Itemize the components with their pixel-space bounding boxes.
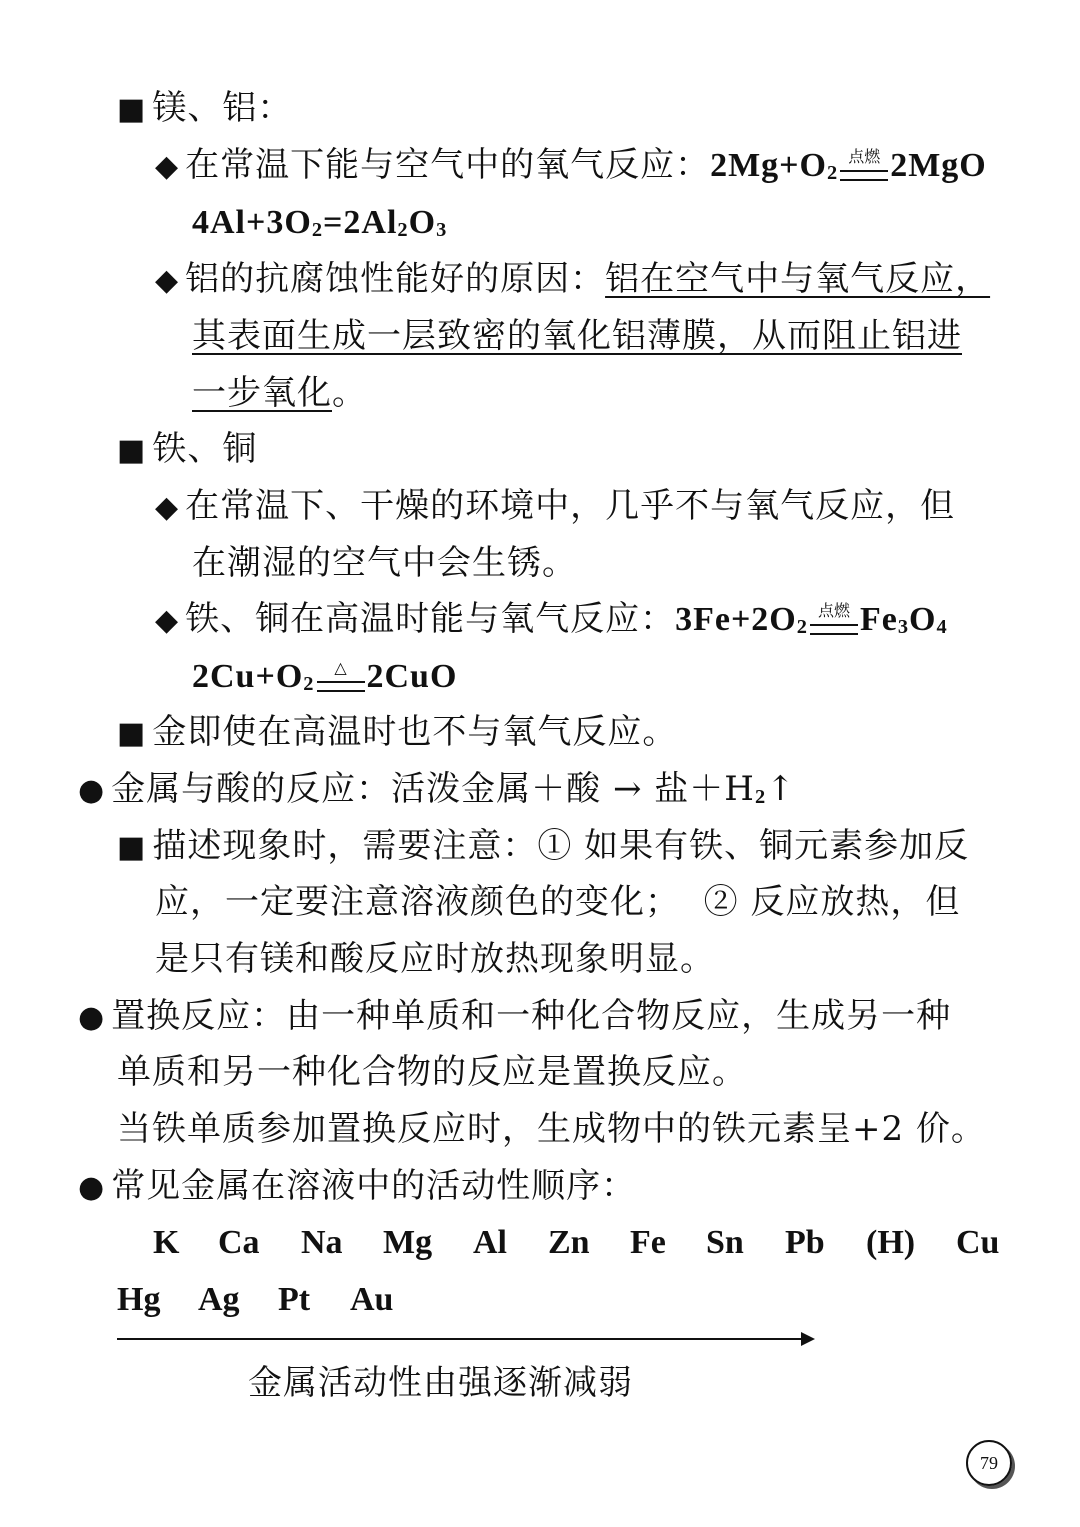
element-symbol: Sn [706,1224,744,1261]
diamond-bullet-icon: ◆ [155,603,180,638]
circle-bullet-icon: ● [78,1170,106,1205]
mg-al-heading: ■ 镁、铝： [117,80,292,136]
element-symbol: (H) [866,1224,916,1261]
gold-statement: ■ 金即使在高温时也不与氧气反应。 [117,704,677,760]
element-symbol: Ag [198,1281,240,1318]
condition-ignite: 点燃 [840,148,888,188]
activity-arrow-line [117,1338,809,1340]
fe-cu-heading: ■ 铁、铜 [117,421,257,477]
element-symbol: Mg [383,1224,433,1261]
fe-cu-point-1-line-2: 在潮湿的空气中会生锈。 [192,543,577,583]
element-symbol: Fe [630,1224,666,1261]
activity-series-row-2 [0,1272,1080,1328]
element-symbol: Pt [278,1281,311,1318]
condition-heat: △ [317,659,365,699]
acid-note-line-3: 是只有镁和酸反应时放热现象明显。 [155,939,715,979]
al-corrosion-line-3: 一步氧化。 [192,373,367,413]
element-symbol: Ca [218,1224,260,1261]
circle-bullet-icon: ● [78,773,106,808]
arrow-right-icon [801,1332,815,1346]
displacement-line-2: 单质和另一种化合物的反应是置换反应。 [117,1052,747,1092]
element-symbol: Na [301,1224,343,1261]
fe-cu-point-2: ◆ 铁、铜在高温时能与氧气反应：$3Fe+2O_2$ 点燃 $Fe_3O_4$ [155,591,948,647]
displacement-line-3: 当铁单质参加置换反应时，生成物中的铁元素呈+2 价。 [117,1109,986,1149]
square-bullet-icon: ■ [117,830,147,865]
acid-note-line-1: ■ 描述现象时，需要注意：① 如果有铁、铜元素参加反 [117,818,969,874]
displacement-line-1: ● 置换反应：由一种单质和一种化合物反应，生成另一种 [78,988,951,1044]
diamond-bullet-icon: ◆ [155,149,180,184]
condition-ignite: 点燃 [810,602,858,642]
equation-mg: $2Mg+O_2$ 点燃 2MgO [710,147,987,184]
page-number: 79 [966,1440,1012,1486]
element-symbol: Cu [956,1224,1000,1261]
mg-al-point-1: ◆ 在常温下能与空气中的氧气反应：$2Mg+O_2$ 点燃 2MgO [155,137,987,193]
fe-cu-point-1: ◆ 在常温下、干燥的环境中，几乎不与氧气反应，但 [155,478,955,534]
element-symbol: Pb [785,1224,825,1261]
equation-fe: $3Fe+2O_2$ 点燃 $Fe_3O_4$ [675,601,948,638]
square-bullet-icon: ■ [117,92,147,127]
element-symbol: Au [350,1281,394,1318]
al-corrosion-line-2: 其表面生成一层致密的氧化铝薄膜，从而阻止铝进 [192,316,962,356]
activity-caption: 金属活动性由强逐渐减弱 [248,1363,633,1403]
element-symbol: Zn [548,1224,590,1261]
circle-bullet-icon: ● [78,1000,106,1035]
square-bullet-icon: ■ [117,433,147,468]
diamond-bullet-icon: ◆ [155,490,180,525]
element-symbol: Al [473,1224,507,1261]
activity-series-row-1 [0,1215,1080,1271]
activity-series-heading: ● 常见金属在溶液中的活动性顺序： [78,1158,636,1214]
equation-al: $4Al+3O_2=2Al_2O_3$ [192,204,448,242]
acid-reaction-heading: ● 金属与酸的反应：活泼金属＋酸 → 盐$+H_2↑$ [78,761,796,817]
square-bullet-icon: ■ [117,716,147,751]
acid-note-line-2: 应，一定要注意溶液颜色的变化； ② 反应放热，但 [155,882,961,922]
element-symbol: K [153,1224,180,1261]
element-symbol: Hg [117,1281,161,1318]
diamond-bullet-icon: ◆ [155,263,180,298]
al-corrosion-point: ◆ 铝的抗腐蚀性能好的原因：铝在空气中与氧气反应， [155,251,990,307]
equation-cu: $2Cu+O_2$ △ 2CuO [192,648,457,704]
